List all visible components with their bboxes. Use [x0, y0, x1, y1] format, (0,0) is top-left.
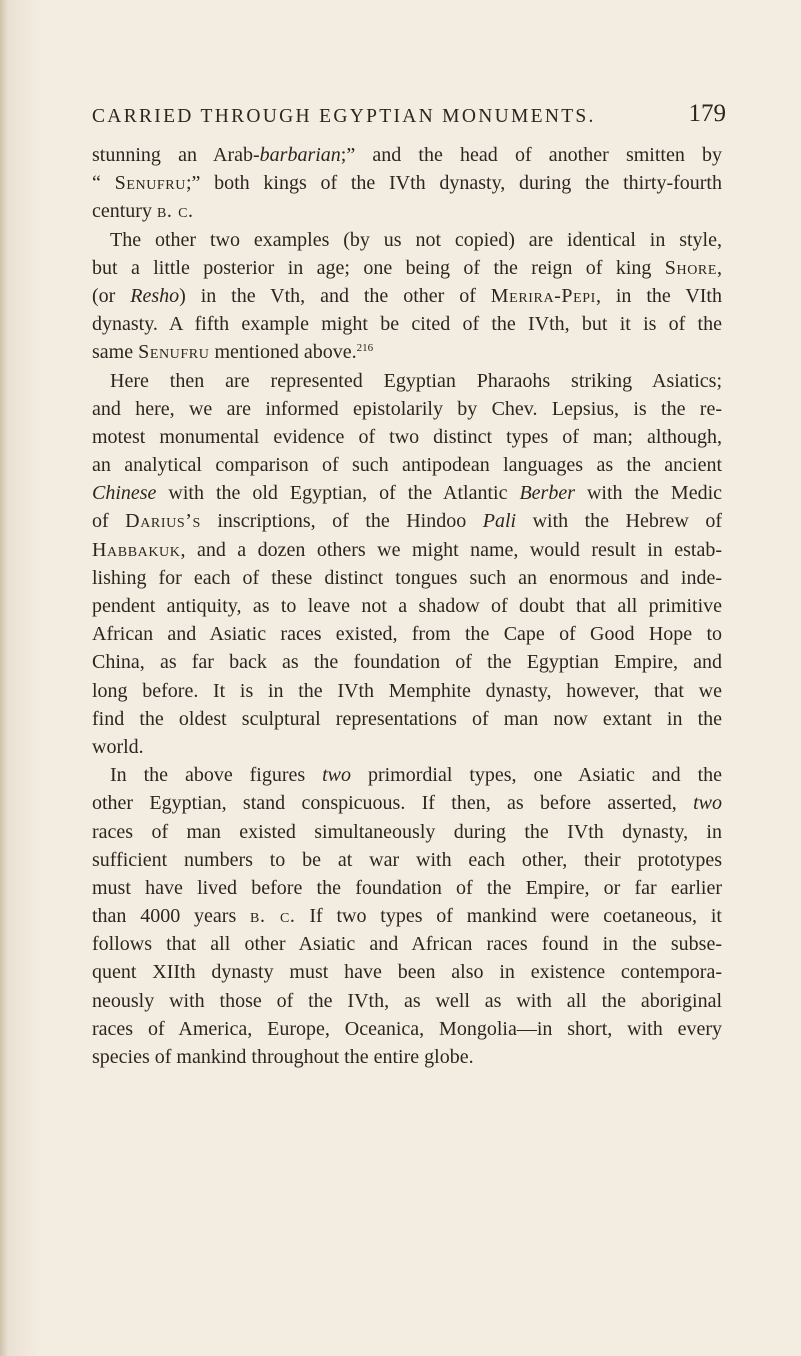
text-line	[92, 733, 722, 761]
text-line	[92, 1015, 722, 1043]
small-caps-name: b. c.	[156, 200, 194, 223]
text-run: but a little posterior in age; one being of the reign of king	[92, 256, 665, 279]
text-run: In the above figures	[110, 764, 323, 787]
page-gutter-shadow	[0, 0, 8, 1356]
text-run: an analytical comparison of such antipodean languages as the ancient	[92, 454, 722, 477]
text-run: inscriptions, of the Hindoo	[200, 510, 483, 533]
text-run: mentioned above.	[209, 341, 357, 364]
small-caps-name: Senufru	[138, 341, 210, 364]
page-number: 179	[688, 100, 726, 127]
text-line	[92, 479, 722, 507]
text-run: races of America, Europe, Oceanica, Mongolia—in short, with every	[92, 1017, 722, 1040]
text-run: China, as far back as the foundation of the Egyptian Empire, and	[92, 651, 722, 674]
text-run: century	[92, 200, 157, 223]
italic-text: Resho	[130, 284, 180, 307]
text-line	[92, 423, 722, 451]
text-run: must have lived before the foundation of the Empire, or far earlier	[92, 876, 722, 899]
small-caps-name: Darius’s	[125, 510, 201, 533]
text-run: ,	[717, 256, 722, 279]
text-line	[92, 338, 722, 366]
text-line	[92, 705, 722, 733]
text-run: quent XIIth dynasty must have been also in existence contempora-	[92, 961, 722, 984]
running-title: CARRIED THROUGH EGYPTIAN MONUMENTS.	[92, 106, 596, 127]
text-run: dynasty. A fifth example might be cited of the IVth, but it is of the	[92, 313, 722, 336]
text-run: If two types of mankind were coetaneous, it	[295, 905, 722, 928]
text-line	[92, 507, 722, 535]
text-line	[92, 620, 722, 648]
text-run: , in the VIth	[595, 284, 722, 307]
small-caps-name: Shore	[664, 256, 717, 279]
text-run: African and Asiatic races existed, from the Cape of Good Hope to	[92, 623, 722, 646]
text-run: stunning an Arab-	[92, 144, 260, 166]
text-run: other Egyptian, stand conspicuous. If then, as before asserted,	[92, 792, 694, 815]
text-line	[92, 564, 722, 592]
italic-text: Chinese	[92, 482, 157, 505]
body-text	[92, 141, 722, 1071]
text-run: follows that all other Asiatic and African races found in the subse-	[92, 933, 722, 956]
text-line	[92, 987, 722, 1015]
text-line	[92, 1043, 722, 1071]
italic-text: barbarian	[259, 144, 341, 166]
running-head	[92, 100, 724, 134]
text-line	[92, 536, 722, 564]
text-run: primordial types, one Asiatic and the	[351, 764, 722, 787]
italic-text: two	[322, 764, 352, 787]
text-line	[92, 930, 722, 958]
text-run: neously with those of the IVth, as well as with all the aboriginal	[92, 989, 722, 1012]
text-run: sufficient numbers to be at war with each other, their prototypes	[92, 848, 722, 871]
text-line	[92, 677, 722, 705]
text-run: Here then are represented Egyptian Pharaohs striking Asiatics;	[110, 369, 722, 392]
text-run: than 4000 years	[92, 905, 251, 928]
text-run: of	[92, 510, 126, 533]
text-line	[92, 141, 722, 169]
text-run: motest monumental evidence of two distinct types of man; although,	[92, 425, 722, 448]
text-line	[92, 902, 722, 930]
small-caps-name: b. c.	[250, 905, 296, 928]
text-run: ) in the Vth, and the other of	[179, 284, 491, 307]
text-run: ;” and the head of another smitten by	[340, 144, 722, 166]
italic-text: Pali	[482, 510, 517, 533]
text-run: world.	[92, 735, 144, 758]
text-run: (or	[92, 284, 131, 307]
text-run: long before. It is in the IVth Memphite dynasty, however, that we	[92, 679, 722, 702]
text-line	[92, 310, 722, 338]
text-run: , and a dozen others we might name, would result in estab-	[180, 538, 722, 561]
text-line	[92, 592, 722, 620]
text-line	[92, 282, 722, 310]
text-line	[92, 789, 722, 817]
text-line	[92, 197, 722, 225]
text-line	[92, 648, 722, 676]
text-line	[92, 846, 722, 874]
text-run: with the Hebrew of	[516, 510, 722, 533]
text-line	[92, 254, 722, 282]
text-line	[92, 958, 722, 986]
text-run: ;” both kings of the IVth dynasty, during the thirty-fourth	[185, 172, 722, 195]
text-run: The other two examples (by us not copied) are identical in style,	[110, 228, 722, 251]
text-line	[92, 367, 722, 395]
text-line	[92, 818, 722, 846]
small-caps-name: Senufru	[114, 172, 186, 195]
text-run: same	[92, 341, 139, 364]
text-run: with the old Egyptian, of the Atlantic	[156, 482, 520, 505]
text-line	[92, 226, 722, 254]
text-line	[92, 874, 722, 902]
italic-text: Berber	[519, 482, 575, 505]
small-caps-name: Habbakuk	[92, 538, 181, 561]
text-run: “	[92, 172, 115, 195]
text-run: species of mankind throughout the entire globe.	[92, 1046, 474, 1068]
text-line	[92, 451, 722, 479]
text-run: lishing for each of these distinct tongues such an enormous and inde-	[92, 566, 722, 589]
text-line	[92, 395, 722, 423]
text-run: with the Medic	[574, 482, 722, 505]
text-line	[92, 761, 722, 789]
footnote-ref: 216	[356, 342, 374, 355]
text-run: races of man existed simultaneously during the IVth dynasty, in	[92, 820, 722, 843]
text-run: pendent antiquity, as to leave not a shadow of doubt that all primitive	[92, 595, 722, 617]
text-run: find the oldest sculptural representations of man now extant in the	[92, 707, 722, 730]
small-caps-name: Merira-Pepi	[490, 284, 596, 307]
text-run: and here, we are informed epistolarily by Chev. Lepsius, is the re-	[92, 397, 722, 420]
text-line	[92, 169, 722, 197]
italic-text: two	[693, 792, 722, 815]
